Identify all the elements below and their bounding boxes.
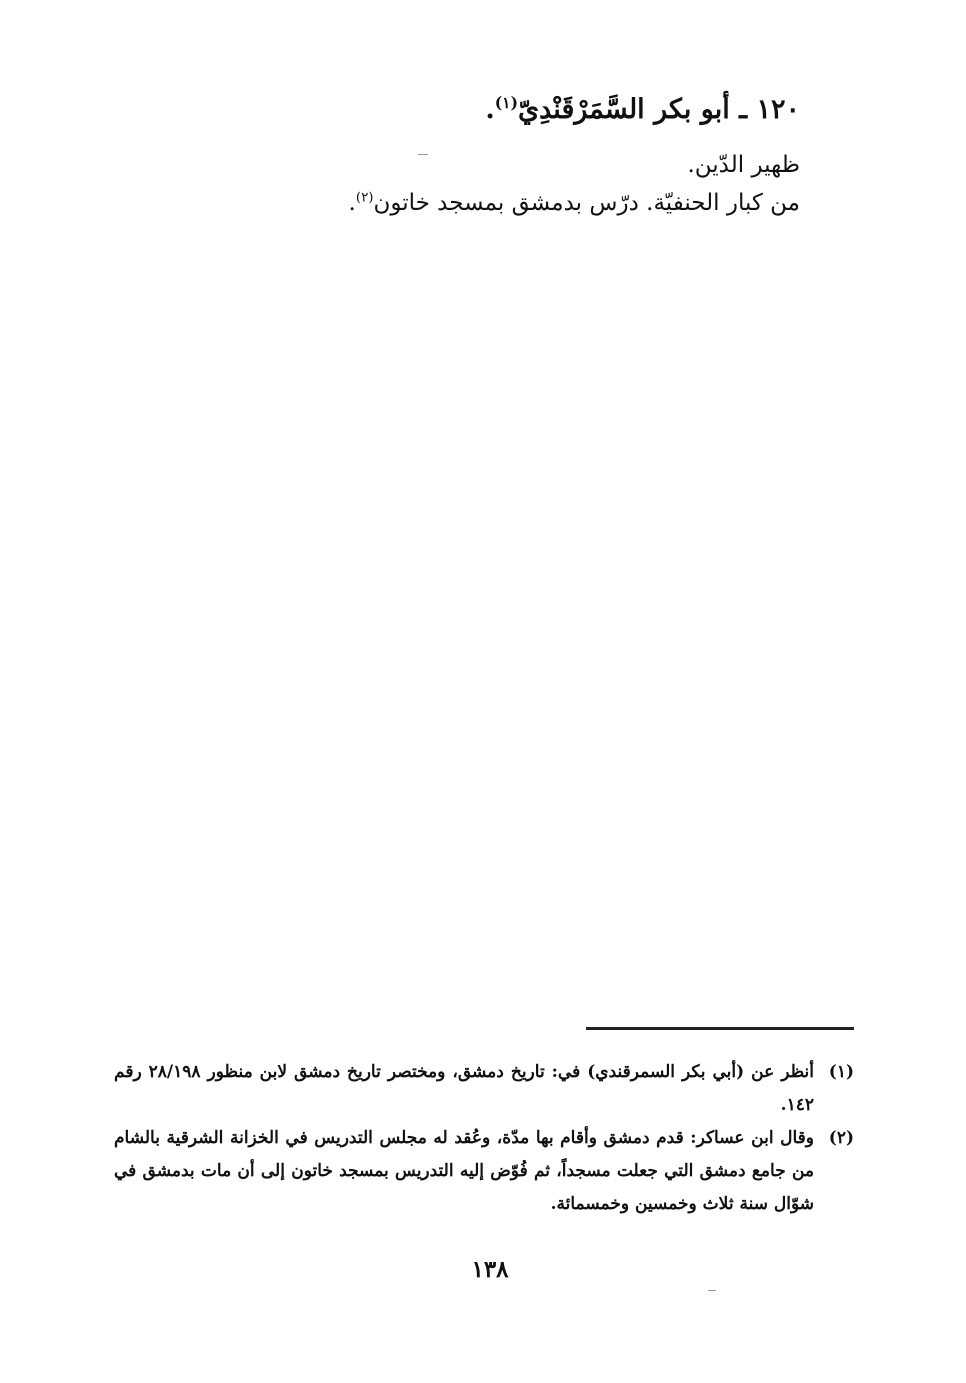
- scan-speck: [708, 1290, 716, 1291]
- footnote-number: (٢): [828, 1128, 854, 1148]
- footnote-text: أنظر عن (أبي بكر السمرقندي) في: تاريخ دمشق، ومختصر تاريخ دمشق لابن منظور ٢٨/١٩٨ رقم ١٤٢.: [114, 1062, 814, 1115]
- footnote-divider: [586, 1027, 854, 1030]
- footnote-ref-1[interactable]: (١): [494, 93, 518, 112]
- footnote-text: وقال ابن عساكر: قدم دمشق وأقام بها مدّة، وعُقد له مجلس التدريس في الخزانة الشرقية بالشام من جامع دمشق التي جعلت مسجداً، ثم فُوّض إليه التدريس بمسجد خاتون إلى أن مات بدمشق في شوّال سنة ثلاث وخمسين وخمسمائة.: [114, 1128, 814, 1214]
- footnote-2: [114, 1122, 854, 1221]
- entry-line-end: .: [348, 190, 356, 216]
- footnotes: [114, 1056, 854, 1221]
- entry-line-text: من كبار الحنفيّة. درّس بدمشق بمسجد خاتون: [373, 190, 800, 216]
- scan-speck: [418, 154, 428, 155]
- biography-entry: [240, 88, 800, 222]
- entry-title: [240, 88, 800, 132]
- footnote-1: [114, 1056, 854, 1122]
- entry-line: [240, 146, 800, 184]
- entry-title-end: .: [485, 94, 495, 125]
- footnote-ref-2[interactable]: (٢): [355, 190, 374, 206]
- page-number: ١٣٨: [471, 1256, 509, 1283]
- entry-line: [240, 184, 800, 222]
- entry-line-text: ظهير الدّين.: [687, 152, 800, 178]
- footnote-number: (١): [828, 1062, 854, 1082]
- entry-title-text: ١٢٠ ـ أبو بكر السَّمَرْقَنْدِيّ: [518, 94, 800, 125]
